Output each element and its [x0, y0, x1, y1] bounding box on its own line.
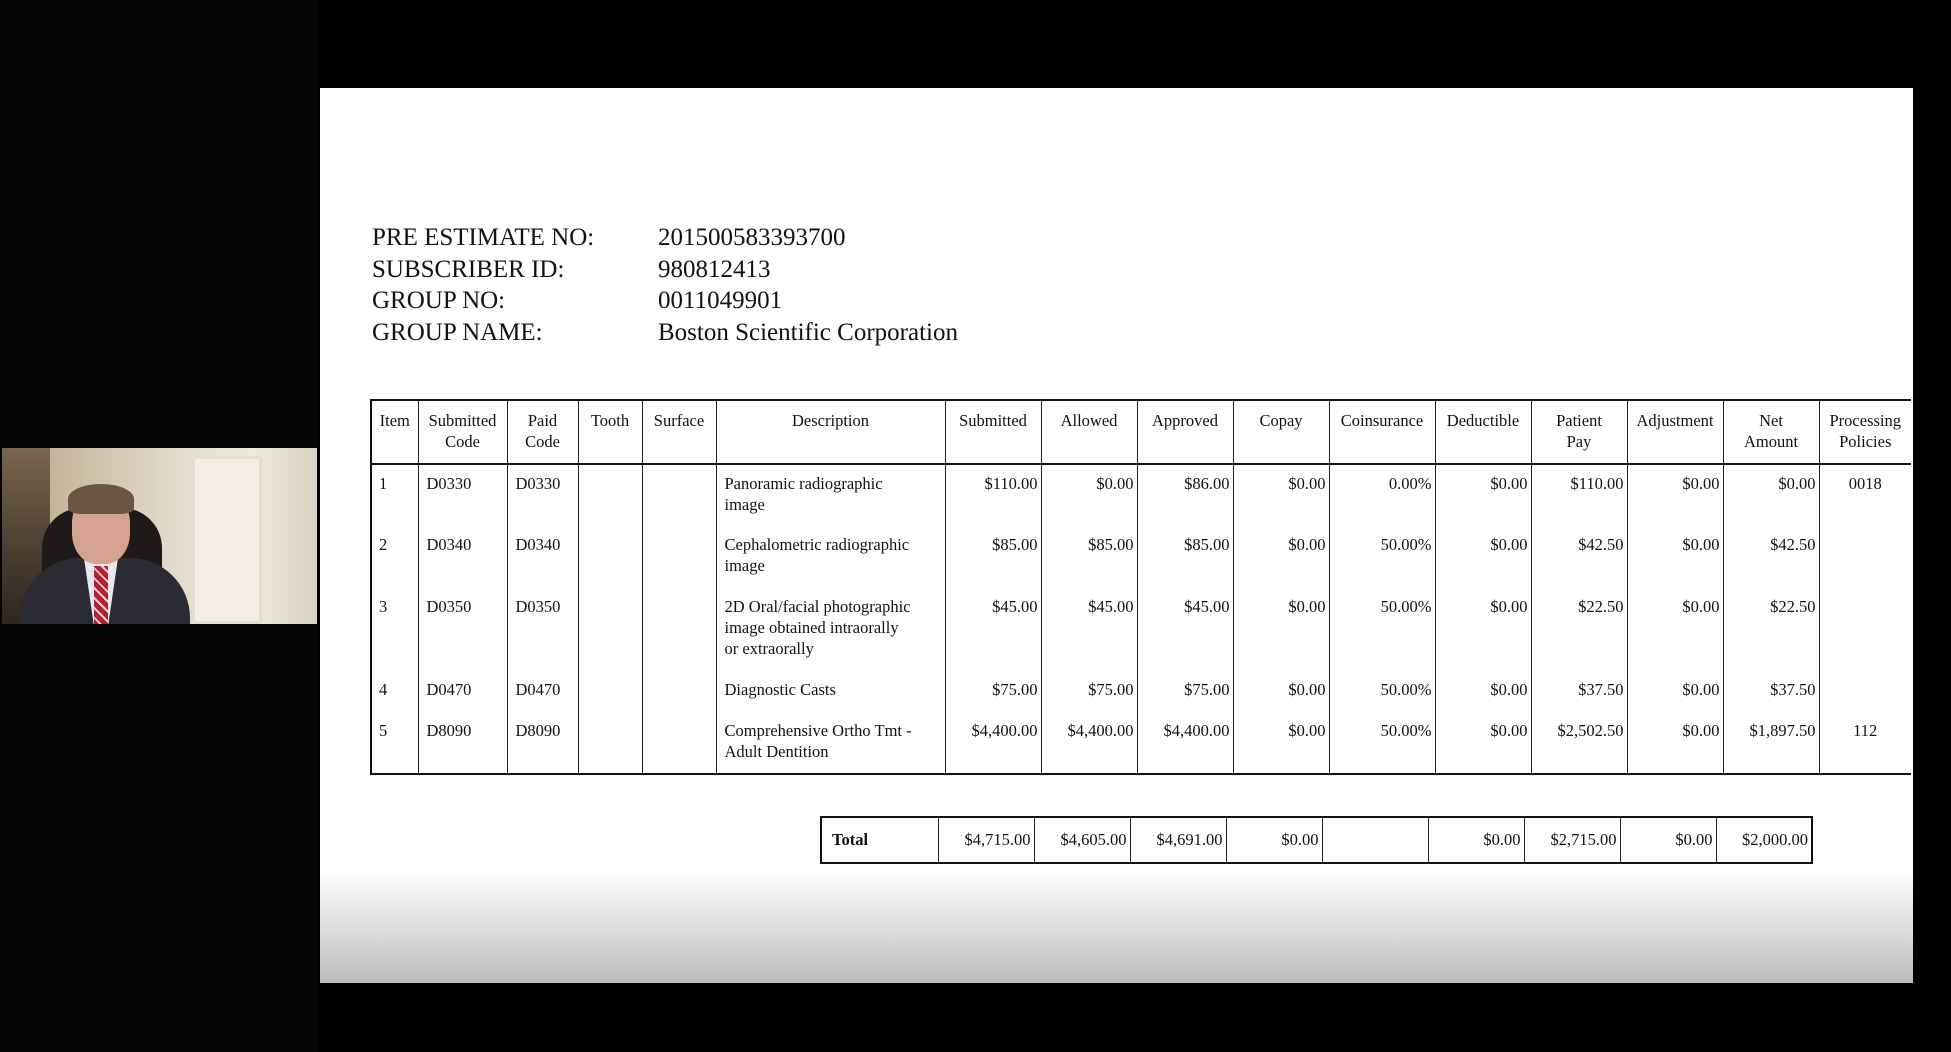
col-approved: Approved — [1137, 400, 1233, 464]
cell-processing-policies — [1819, 671, 1911, 712]
total-allowed: $4,605.00 — [1034, 817, 1130, 863]
cell-deductible: $0.00 — [1435, 671, 1531, 712]
cell-net-amount: $0.00 — [1723, 464, 1819, 526]
total-coinsurance — [1322, 817, 1428, 863]
cell-approved: $86.00 — [1137, 464, 1233, 526]
cell-adjustment: $0.00 — [1627, 671, 1723, 712]
document-bottom-fade — [320, 868, 1913, 983]
total-label: Total — [832, 830, 869, 849]
cell-paid-code: D8090 — [507, 712, 578, 774]
col-submitted: Submitted — [945, 400, 1041, 464]
cell-tooth — [578, 464, 642, 526]
cell-allowed: $75.00 — [1041, 671, 1137, 712]
webcam-person-hair — [68, 484, 134, 514]
table-row — [371, 712, 1911, 774]
group-no-value: 0011049901 — [658, 287, 783, 314]
cell-net-amount: $37.50 — [1723, 671, 1819, 712]
cell-allowed: $0.00 — [1041, 464, 1137, 526]
col-description: Description — [716, 400, 945, 464]
cell-surface — [642, 526, 716, 588]
cell-processing-policies: 112 — [1819, 712, 1911, 774]
cell-surface — [642, 671, 716, 712]
cell-item: 3 — [379, 597, 388, 616]
col-coinsurance: Coinsurance — [1329, 400, 1435, 464]
cell-processing-policies — [1819, 526, 1911, 588]
subscriber-label: SUBSCRIBER ID: — [372, 255, 565, 283]
cell-patient-pay: $37.50 — [1531, 671, 1627, 712]
cell-approved: $75.00 — [1137, 671, 1233, 712]
table-row — [371, 526, 1911, 588]
total-copay: $0.00 — [1226, 817, 1322, 863]
cell-item: 2 — [379, 535, 388, 554]
cell-approved: $45.00 — [1137, 588, 1233, 671]
cell-allowed: $85.00 — [1041, 526, 1137, 588]
cell-item: 1 — [379, 474, 388, 493]
cell-surface — [642, 712, 716, 774]
cell-approved: $4,400.00 — [1137, 712, 1233, 774]
pre-estimate-label: PRE ESTIMATE NO: — [372, 224, 595, 251]
estimate-header — [372, 222, 958, 348]
cell-submitted: $85.00 — [945, 526, 1041, 588]
table-header-row — [371, 400, 1911, 464]
cell-copay: $0.00 — [1233, 526, 1329, 588]
cell-tooth — [578, 526, 642, 588]
table-row — [371, 588, 1911, 671]
cell-surface — [642, 464, 716, 526]
total-submitted: $4,715.00 — [938, 817, 1034, 863]
cell-deductible: $0.00 — [1435, 464, 1531, 526]
cell-description: Diagnostic Casts — [716, 671, 945, 712]
col-item: Item — [371, 400, 418, 464]
table-row — [371, 464, 1911, 526]
total-adjustment: $0.00 — [1620, 817, 1716, 863]
table-row — [371, 671, 1911, 712]
col-adjustment: Adjustment — [1627, 400, 1723, 464]
cell-tooth — [578, 712, 642, 774]
cell-approved: $85.00 — [1137, 526, 1233, 588]
col-tooth: Tooth — [578, 400, 642, 464]
webcam-person-tie — [94, 566, 108, 624]
col-patient-pay: Patient Pay — [1531, 400, 1627, 464]
col-copay: Copay — [1233, 400, 1329, 464]
group-name-label: GROUP NAME: — [372, 318, 543, 346]
cell-paid-code: D0330 — [507, 464, 578, 526]
col-surface: Surface — [642, 400, 716, 464]
cell-submitted-code: D8090 — [418, 712, 507, 774]
cell-copay: $0.00 — [1233, 464, 1329, 526]
cell-surface — [642, 588, 716, 671]
cell-coinsurance: 50.00% — [1329, 671, 1435, 712]
cell-submitted: $4,400.00 — [945, 712, 1041, 774]
webcam-video-thumbnail[interactable] — [2, 448, 317, 624]
totals-row — [821, 817, 1812, 863]
cell-copay: $0.00 — [1233, 588, 1329, 671]
total-deductible: $0.00 — [1428, 817, 1524, 863]
total-patient-pay: $2,715.00 — [1524, 817, 1620, 863]
cell-paid-code: D0350 — [507, 588, 578, 671]
participant-panel — [0, 0, 318, 1052]
cell-allowed: $45.00 — [1041, 588, 1137, 671]
cell-deductible: $0.00 — [1435, 712, 1531, 774]
cell-copay: $0.00 — [1233, 671, 1329, 712]
cell-coinsurance: 0.00% — [1329, 464, 1435, 526]
shared-document — [320, 88, 1913, 983]
cell-paid-code: D0470 — [507, 671, 578, 712]
col-paid-code: Paid Code — [507, 400, 578, 464]
cell-deductible: $0.00 — [1435, 526, 1531, 588]
cell-submitted-code: D0330 — [418, 464, 507, 526]
cell-net-amount: $42.50 — [1723, 526, 1819, 588]
col-deductible: Deductible — [1435, 400, 1531, 464]
cell-allowed: $4,400.00 — [1041, 712, 1137, 774]
cell-patient-pay: $110.00 — [1531, 464, 1627, 526]
cell-submitted-code: D0470 — [418, 671, 507, 712]
cell-patient-pay: $2,502.50 — [1531, 712, 1627, 774]
cell-submitted: $75.00 — [945, 671, 1041, 712]
cell-item: 4 — [379, 680, 388, 699]
cell-coinsurance: 50.00% — [1329, 712, 1435, 774]
group-name-value: Boston Scientific Corporation — [658, 318, 958, 346]
pre-estimate-row — [372, 222, 958, 254]
cell-adjustment: $0.00 — [1627, 588, 1723, 671]
total-net-amount: $2,000.00 — [1716, 817, 1812, 863]
totals-table — [820, 816, 1813, 864]
subscriber-row — [372, 254, 958, 286]
cell-adjustment: $0.00 — [1627, 526, 1723, 588]
col-net-amount: Net Amount — [1723, 400, 1819, 464]
cell-item: 5 — [379, 721, 388, 740]
webcam-door — [192, 456, 262, 624]
pre-estimate-value: 201500583393700 — [658, 224, 846, 251]
cell-processing-policies: 0018 — [1819, 464, 1911, 526]
group-no-row — [372, 285, 958, 317]
cell-coinsurance: 50.00% — [1329, 588, 1435, 671]
cell-description: Cephalometric radiographic image — [716, 526, 945, 588]
cell-net-amount: $1,897.50 — [1723, 712, 1819, 774]
cell-copay: $0.00 — [1233, 712, 1329, 774]
cell-paid-code: D0340 — [507, 526, 578, 588]
col-allowed: Allowed — [1041, 400, 1137, 464]
cell-submitted: $45.00 — [945, 588, 1041, 671]
cell-description: Panoramic radiographic image — [716, 464, 945, 526]
group-no-label: GROUP NO: — [372, 287, 506, 314]
claim-table — [370, 399, 1911, 775]
cell-adjustment: $0.00 — [1627, 464, 1723, 526]
cell-processing-policies — [1819, 588, 1911, 671]
cell-coinsurance: 50.00% — [1329, 526, 1435, 588]
cell-tooth — [578, 588, 642, 671]
cell-net-amount: $22.50 — [1723, 588, 1819, 671]
col-processing-policies: Processing Policies — [1819, 400, 1911, 464]
cell-description: Comprehensive Ortho Tmt - Adult Dentition — [716, 712, 945, 774]
col-submitted-code: Submitted Code — [418, 400, 507, 464]
total-approved: $4,691.00 — [1130, 817, 1226, 863]
group-name-row — [372, 317, 958, 349]
subscriber-value: 980812413 — [658, 255, 771, 283]
cell-patient-pay: $42.50 — [1531, 526, 1627, 588]
cell-submitted: $110.00 — [945, 464, 1041, 526]
cell-patient-pay: $22.50 — [1531, 588, 1627, 671]
cell-tooth — [578, 671, 642, 712]
cell-deductible: $0.00 — [1435, 588, 1531, 671]
cell-adjustment: $0.00 — [1627, 712, 1723, 774]
cell-submitted-code: D0350 — [418, 588, 507, 671]
cell-submitted-code: D0340 — [418, 526, 507, 588]
cell-description: 2D Oral/facial photographic image obtained intraorally or extraorally — [716, 588, 945, 671]
